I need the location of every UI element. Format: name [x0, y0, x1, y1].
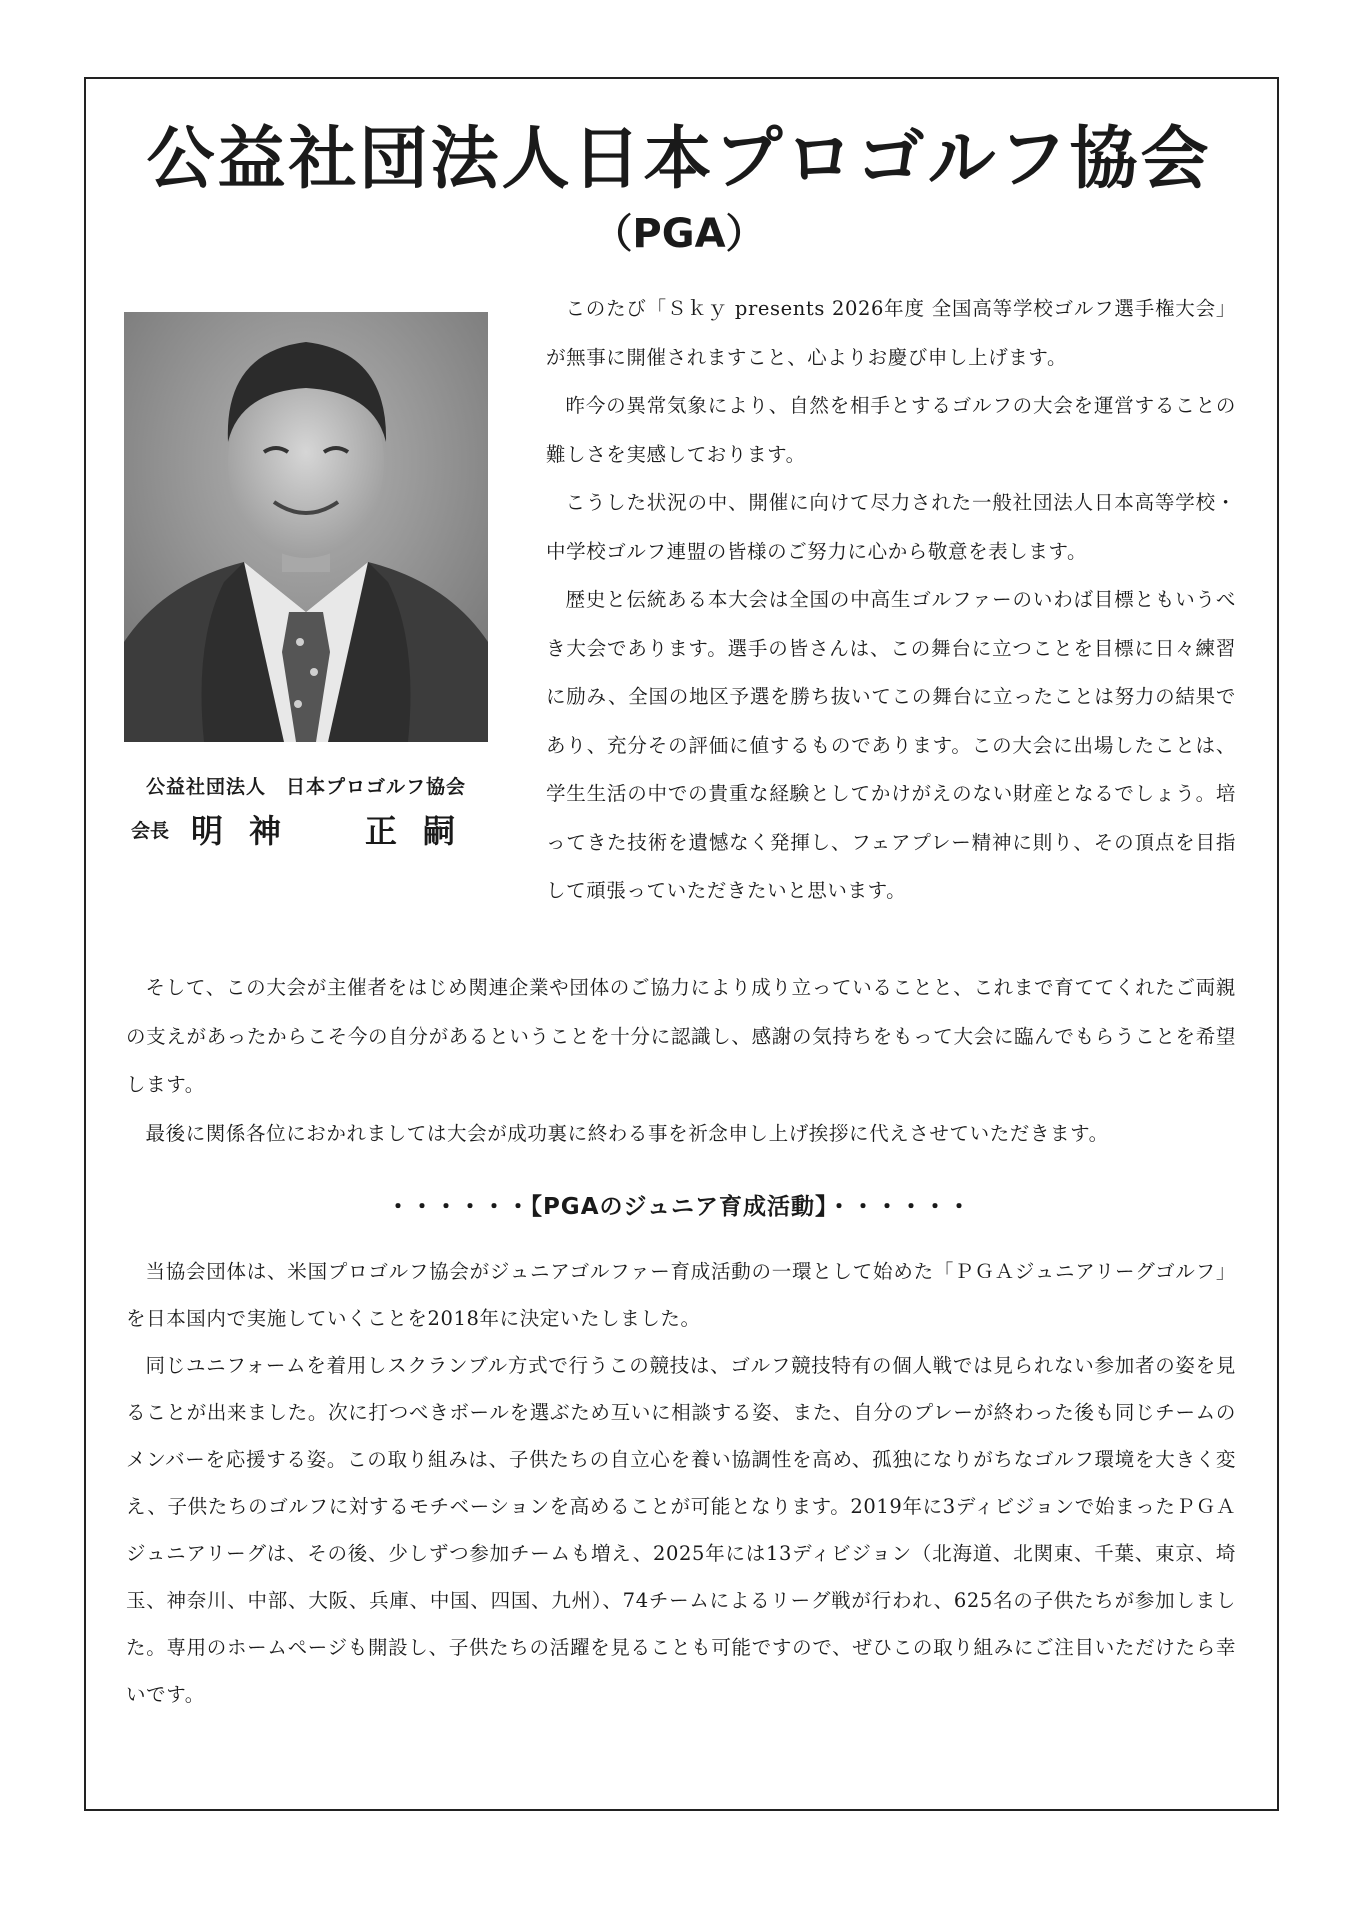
chairman-role: 会長 — [130, 819, 169, 842]
page-title: 公益社団法人日本プロゴルフ協会 — [146, 120, 1212, 199]
greeting-paragraph: こうした状況の中、開催に向けて尽力された一般社団法人日本高等学校・中学校ゴルフ連盟の皆様のご努力に心から敬意を表します。 — [546, 491, 1236, 563]
chairman-name-line — [124, 806, 488, 852]
greeting-paragraph: 最後に関係各位におかれましては大会が成功裏に終わる事を祈念申し上げ挨拶に代えさせていただきます。 — [145, 1122, 1109, 1145]
chairman-name: 明神 正嗣 — [191, 812, 482, 850]
greeting-paragraph: 歴史と伝統ある本大会は全国の中高生ゴルファーのいわば目標ともいうべき大会であります。選手の皆さんは、この舞台に立つことを目標に日々練習に励み、全国の地区予選を勝ち抜いてこの舞台に立ったことは努力の結果であり、充分その評価に値するものであります。この大会に出場したことは、学生生活の中での貴重な経験としてかけがえのない財産となるでしょう。培ってきた技術を遺憾なく発揮し、フェアプレー精神に則り、その頂点を目指して頑張っていただきたいと思います。 — [546, 588, 1236, 902]
greeting-paragraph: そして、この大会が主催者をはじめ関連企業や団体のご協力により成り立っていることと、これまで育ててくれたご両親の支えがあったからこそ今の自分があるということを十分に認識し、感謝の気持ちをもって大会に臨んでもらうことを希望します。 — [126, 976, 1236, 1096]
chairman-organization: 公益社団法人 日本プロゴルフ協会 — [145, 776, 466, 798]
greeting-paragraph: 昨今の異常気象により、自然を相手とするゴルフの大会を運営することの難しさを実感しております。 — [546, 394, 1236, 466]
greeting-paragraph: このたび「Ｓｋｙ presents 2026年度 全国高等学校ゴルフ選手権大会」が無事に開催されますこと、心よりお慶び申し上げます。 — [546, 297, 1236, 369]
junior-paragraph: 同じユニフォームを着用しスクランブル方式で行うこの競技は、ゴルフ競技特有の個人戦では見られない参加者の姿を見ることが出来ました。次に打つべきボールを選ぶため互いに相談する姿、また、自分のプレーが終わった後も同じチームのメンバーを応援する姿。この取り組みは、子供たちの自立心を養い協調性を高め、孤独になりがちなゴルフ環境を大きく変え、子供たちのゴルフに対するモチベーションを高めることが可能となります。2019年に3ディビジョンで始まったＰＧＡジュニアリーグは、その後、少しずつ参加チームも増え、2025年には13ディビジョン（北海道、北関東、千葉、東京、埼玉、神奈川、中部、大阪、兵庫、中国、四国、九州）、74チームによるリーグ戦が行われ、625名の子供たちが参加しました。専用のホームページも開設し、子供たちの活躍を見ることも可能ですので、ぜひこの取り組みにご注目いただけたら幸いです。 — [126, 1354, 1236, 1706]
junior-section-heading: ・・・・・・【PGAのジュニア育成活動】・・・・・・ — [386, 1194, 972, 1220]
junior-paragraph: 当協会団体は、米国プロゴルフ協会がジュニアゴルファー育成活動の一環として始めた「ＰＧＡジュニアリーグゴルフ」を日本国内で実施していくことを2018年に決定いたしました。 — [126, 1260, 1236, 1330]
page-subtitle: （PGA） — [592, 211, 766, 257]
chairman-portrait — [124, 312, 488, 742]
